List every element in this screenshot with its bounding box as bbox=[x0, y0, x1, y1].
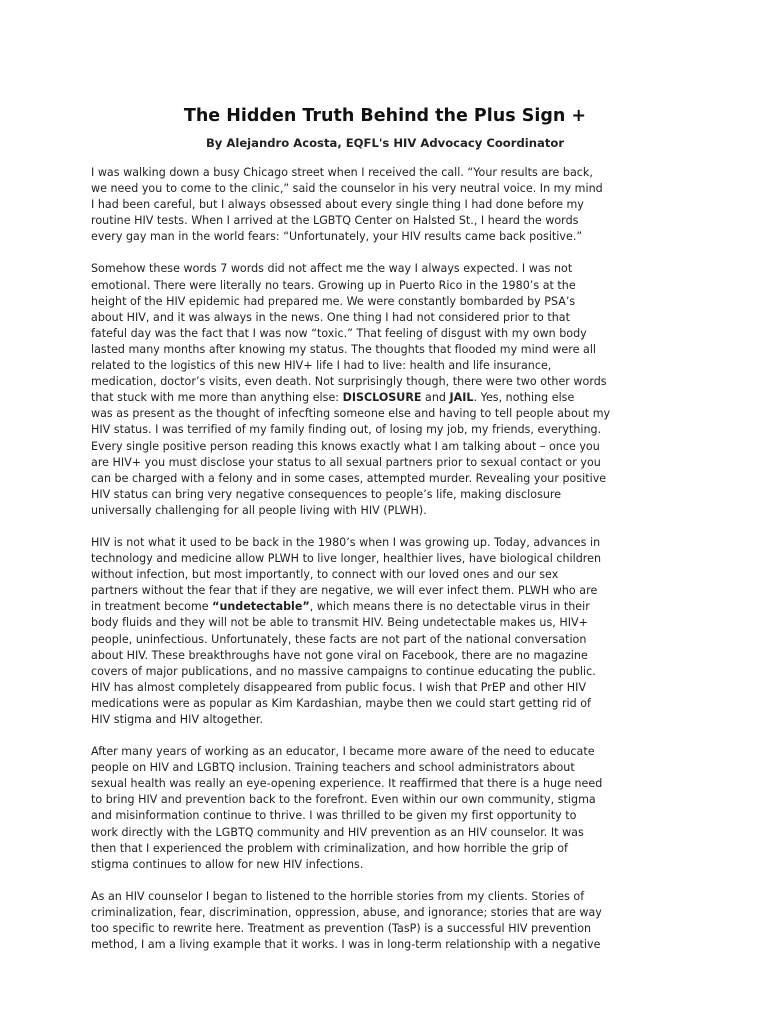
paragraph-4 bbox=[91, 744, 679, 873]
text-line: As an HIV counselor I began to listened to the horrible stories from my clients. Stories of bbox=[91, 889, 585, 903]
text-line: I had been careful, but I always obsessed about every single thing I had done before my bbox=[91, 198, 584, 212]
text-line: universally challenging for all people living with HIV (PLWH). bbox=[91, 503, 427, 517]
paragraph-1 bbox=[91, 165, 679, 245]
text-line: HIV is not what it used to be back in the 1980’s when I was growing up. Today, advances in bbox=[91, 535, 601, 549]
text-line: HIV has almost completely disappeared from public focus. I wish that PrEP and other HIV bbox=[91, 680, 587, 694]
text-line: every gay man in the world fears: “Unfortunately, your HIV results came back positive.” bbox=[91, 230, 583, 244]
text-line: people on HIV and LGBTQ inclusion. Training teachers and school administrators about bbox=[91, 761, 575, 775]
text-line: stigma continues to allow for new HIV infections. bbox=[91, 857, 364, 871]
text-line: method, I am a living example that it works. I was in long-term relationship with a negative bbox=[91, 938, 601, 952]
text-line: emotional. There were literally no tears. Growing up in Puerto Rico in the 1980’s at the bbox=[91, 278, 576, 292]
paragraph-3 bbox=[91, 535, 679, 728]
text-line: covers of major publications, and no massive campaigns to continue educating the public. bbox=[91, 664, 596, 678]
text-run: that stuck with me more than anything else: bbox=[91, 391, 343, 405]
article-body bbox=[91, 165, 679, 953]
text-run: , which means there is no detectable virus in their bbox=[309, 600, 590, 614]
text-line: people, uninfectious. Unfortunately, these facts are not part of the national conversation bbox=[91, 632, 587, 646]
emphasis-undetectable: “undetectable” bbox=[212, 600, 310, 614]
text-line: are HIV+ you must disclose your status to all sexual partners prior to sexual contact or you bbox=[91, 455, 601, 469]
text-line: HIV status. I was terrified of my family finding out, of losing my job, my friends, everything. bbox=[91, 423, 602, 437]
text-line: about HIV, and it was always in the news. One thing I had not considered prior to that bbox=[91, 310, 570, 324]
text-run: . Yes, nothing else bbox=[473, 391, 575, 405]
text-line: height of the HIV epidemic had prepared me. We were constantly bombarded by PSA’s bbox=[91, 294, 576, 308]
text-line: Somehow these words 7 words did not affect me the way I always expected. I was not bbox=[91, 262, 573, 276]
text-line: HIV stigma and HIV altogether. bbox=[91, 713, 263, 726]
text-line: related to the logistics of this new HIV+ life I had to live: health and life insurance, bbox=[91, 359, 552, 373]
text-line: and misinformation continue to thrive. I was thrilled to be given my first opportunity to bbox=[91, 809, 577, 823]
paragraph-2 bbox=[91, 261, 679, 519]
text-line: body fluids and they will not be able to transmit HIV. Being undetectable makes us, HIV+ bbox=[91, 616, 588, 630]
text-line: was as present as the thought of infecfting someone else and having to tell people about my bbox=[91, 407, 611, 421]
text-line: medications were as popular as Kim Kardashian, maybe then we could start getting rid of bbox=[91, 696, 591, 710]
text-line: without infection, but most importantly, to connect with our loved ones and our sex bbox=[91, 568, 559, 582]
document-page bbox=[91, 104, 679, 953]
text-line: to bring HIV and prevention back to the forefront. Even within our own community, stigma bbox=[91, 793, 596, 807]
author-byline: By Alejandro Acosta, EQFL's HIV Advocacy Coordinator bbox=[205, 136, 565, 150]
emphasis-jail: JAIL bbox=[449, 391, 474, 405]
text-line: work directly with the LGBTQ community and HIV prevention as an HIV counselor. It was bbox=[91, 825, 584, 839]
text-line-with-emphasis bbox=[91, 390, 679, 406]
text-line: sexual health was really an eye-opening experience. It reaffirmed that there is a huge need bbox=[91, 777, 603, 791]
text-line: Every single positive person reading this knows exactly what I am talking about – once you bbox=[91, 439, 600, 453]
text-line-with-emphasis bbox=[91, 599, 679, 615]
text-line: partners without the fear that if they are negative, we will ever infect them. PLWH who are bbox=[91, 584, 598, 598]
text-line: criminalization, fear, discrimination, oppression, abuse, and ignorance; stories that are way bbox=[91, 905, 602, 919]
text-line: medication, doctor’s visits, even death. Not surprisingly though, there were two other words bbox=[91, 375, 607, 389]
text-line: about HIV. These breakthroughs have not gone viral on Facebook, there are no magazine bbox=[91, 648, 588, 662]
text-line: lasted many months after knowing my status. The thoughts that flooded my mind were all bbox=[91, 342, 597, 356]
text-line: After many years of working as an educator, I became more aware of the need to educate bbox=[91, 745, 595, 759]
text-line: we need you to come to the clinic,” said the counselor in his very neutral voice. In my mind bbox=[91, 182, 603, 196]
text-line: I was walking down a busy Chicago street when I received the call. “Your results are back, bbox=[91, 166, 593, 179]
document-title: The Hidden Truth Behind the Plus Sign + bbox=[183, 106, 587, 126]
text-run: in treatment become bbox=[91, 600, 213, 614]
text-line: can be charged with a felony and in some cases, attempted murder. Revealing your positive bbox=[91, 471, 607, 485]
text-run: and bbox=[421, 391, 450, 405]
text-line: HIV status can bring very negative consequences to people’s life, making disclosure bbox=[91, 487, 562, 501]
emphasis-disclosure: DISCLOSURE bbox=[342, 391, 422, 405]
text-line: then that I experienced the problem with criminalization, and how horrible the grip of bbox=[91, 841, 568, 855]
text-line: technology and medicine allow PLWH to live longer, healthier lives, have biological children bbox=[91, 552, 602, 566]
paragraph-5 bbox=[91, 889, 679, 953]
text-line: too specific to rewrite here. Treatment as prevention (TasP) is a successful HIV prevention bbox=[91, 922, 592, 936]
text-line: fateful day was the fact that I was now “toxic.” That feeling of disgust with my own body bbox=[91, 326, 587, 340]
text-line: routine HIV tests. When I arrived at the LGBTQ Center on Halsted St., I heard the words bbox=[91, 214, 579, 228]
